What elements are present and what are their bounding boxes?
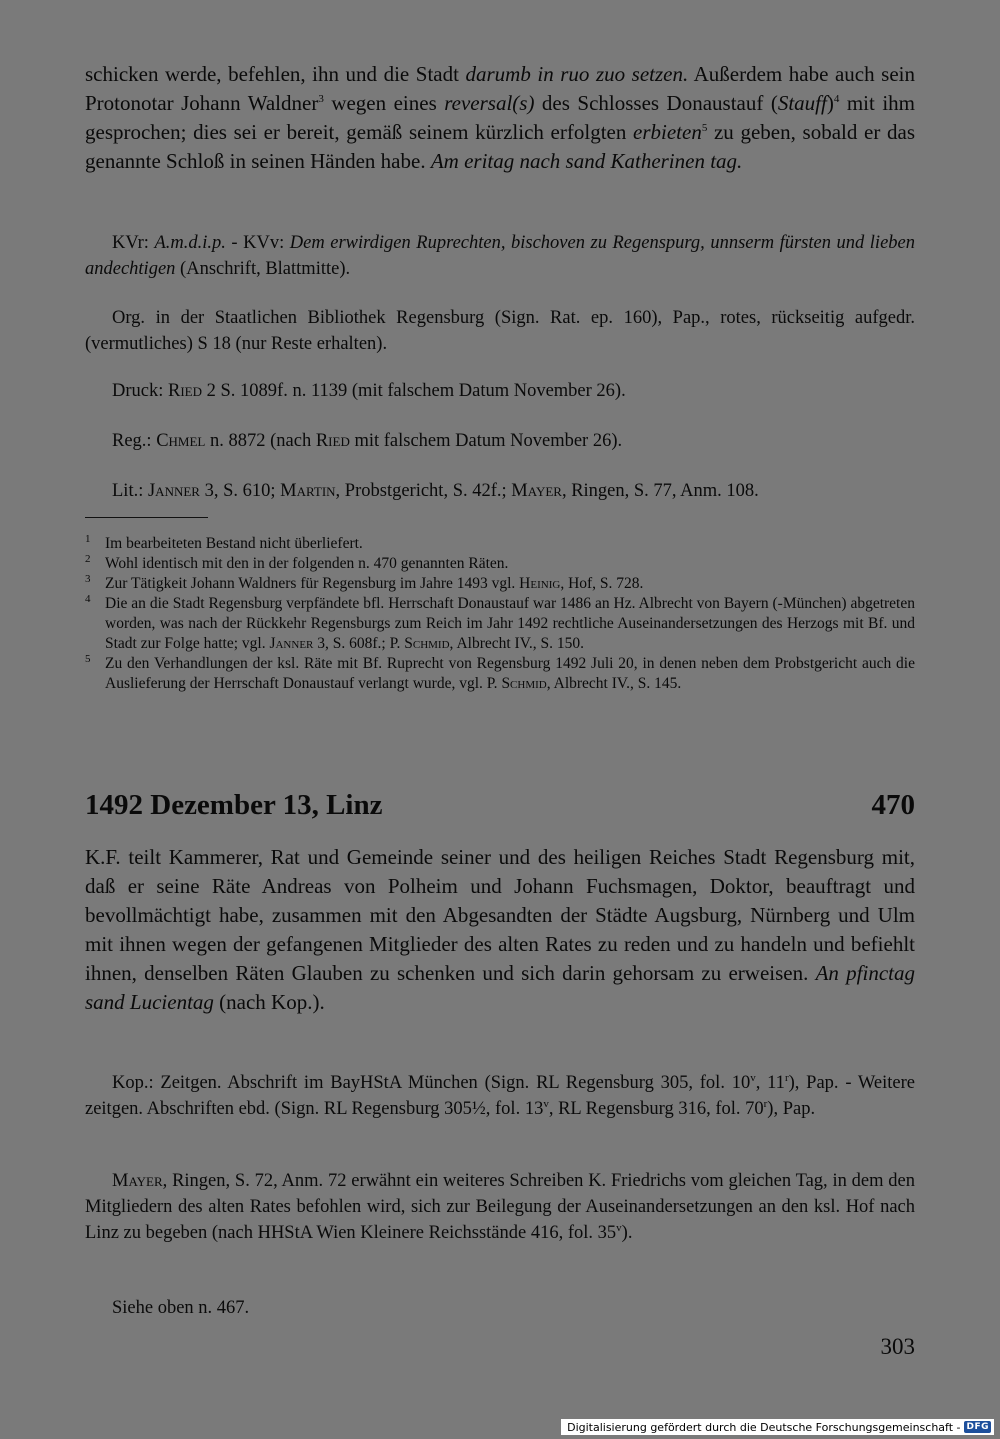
regest-paragraph: K.F. teilt Kammerer, Rat und Gemeinde seiner und des heiligen Reiches Stadt Regensburg mit, daß er seine Räte Andreas von Polheim und Johann Fuchsmagen, Doktor, beauftragt und bevollmächtigt habe, zusammen mit den Abgesandten der Städte Augsburg, Nürnberg und Ulm mit ihnen wegen der gefangenen Mitglieder des alten Rates zu reden und zu handeln und befiehlt ihnen, denselben Räten Glauben zu schenken und sich darin gehorsam zu erweisen. An pfinctag sand Lucientag (nach Kop.).	[85, 845, 915, 1014]
kv-note: KVr: A.m.d.i.p. - KVv: Dem erwirdigen Ruprechten, bischoven zu Regenspurg, unnserm fürsten und lieben andechtigen (Anschrift, Blattmitte).	[85, 233, 915, 279]
document-heading	[85, 785, 915, 825]
copy-note: Kop.: Zeitgen. Abschrift im BayHStA München (Sign. RL Regensburg 305, fol. 10$^v$, 11$^r$), Pap. - Weitere zeitgen. Abschriften ebd. (Sign. RL Regensburg 305½, fol. 13$^v$, RL Regensburg 316, fol. 70$^r$), Pap.	[85, 1071, 915, 1119]
mayer-note: Mayer, Ringen, S. 72, Anm. 72 erwähnt ein weiteres Schreiben K. Friedrichs vom gleichen Tag, in dem den Mitgliedern des alten Rates befohlen wird, sich zur Beilegung der Auseinandersetzungen an den ksl. Hof nach Linz zu begeben (nach HHStA Wien Kleinere Reichsstände 416, fol. 35$^v$).	[85, 1171, 915, 1243]
original-note: Org. in der Staatlichen Bibliothek Regensburg (Sign. Rat. ep. 160), Pap., rotes, rückseitig aufgedr. (vermutliches) S 18 (nur Reste erhalten).	[85, 308, 915, 354]
druck-note: Druck: Ried 2 S. 1089f. n. 1139 (mit falschem Datum November 26).	[112, 381, 626, 401]
funding-footer	[561, 1419, 994, 1435]
footnotes	[85, 534, 915, 694]
footer-text: Digitalisierung gefördert durch die Deutsche Forschungsgemeinschaft -	[567, 1420, 961, 1434]
footnote: 1 Im bearbeiteten Bestand nicht überliefert.	[85, 533, 363, 552]
footnote-ref: 3	[318, 93, 324, 105]
footnote: 3 Zur Tätigkeit Johann Waldners für Regensburg im Jahre 1493 vgl. Heinig, Hof, S. 728.	[85, 573, 644, 592]
dfg-logo: DFG	[966, 1422, 989, 1432]
document-number: 470	[871, 789, 915, 821]
footnote-ref: 5	[701, 122, 708, 134]
page-number: 303	[880, 1334, 915, 1359]
footnote-ref: 4	[833, 93, 840, 105]
footnote: 2 Wohl identisch mit den in der folgenden n. 470 genannten Räten.	[85, 553, 509, 572]
see-also-note: Siehe oben n. 467.	[112, 1298, 250, 1318]
continued-paragraph: schicken werde, befehlen, ihn und die Stadt darumb in ruo zuo setzen. Außerdem habe auch sein Protonotar Johann Waldner$^3$ wegen eines reversal(s) des Schlosses Donaustauf (Stauff)$^4$ mit ihm gesprochen; dies sei er bereit, gemäß seinem kürzlich erfolgten erbieten$^5$ zu geben, sobald er das genannte Schloß in seinen Händen habe. Am eritag nach sand Katherinen tag.	[85, 62, 915, 173]
literature-note: Lit.: Janner 3, S. 610; Martin, Probstgericht, S. 42f.; Mayer, Ringen, S. 77, Anm. 108.	[112, 481, 759, 501]
heading-date-place: 1492 Dezember 13, Linz	[85, 789, 383, 821]
footnote-divider	[85, 517, 208, 518]
reg-note: Reg.: Chmel n. 8872 (nach Ried mit falschem Datum November 26).	[112, 431, 623, 451]
footnote: 4 Die an die Stadt Regensburg verpfändete bfl. Herrschaft Donaustauf war 1486 an Hz. Albrecht von Bayern (-München) abgetreten worden, was nach der Rückkehr Regensburgs zum Reich im Jahr 1492 rechtliche Auseinandersetzungen des Herzogs mit Bf. und Stadt zur Folge hatte; vgl. Janner 3, S. 608f.; P. Schmid, Albrecht IV., S. 150.	[85, 593, 915, 652]
footnote: 5 Zu den Verhandlungen der ksl. Räte mit Bf. Ruprecht von Regensburg 1492 Juli 20, in denen neben dem Probstgericht auch die Auslieferung der Herrschaft Donaustauf verlangt wurde, vgl. P. Schmid, Albrecht IV., S. 145.	[85, 653, 915, 692]
